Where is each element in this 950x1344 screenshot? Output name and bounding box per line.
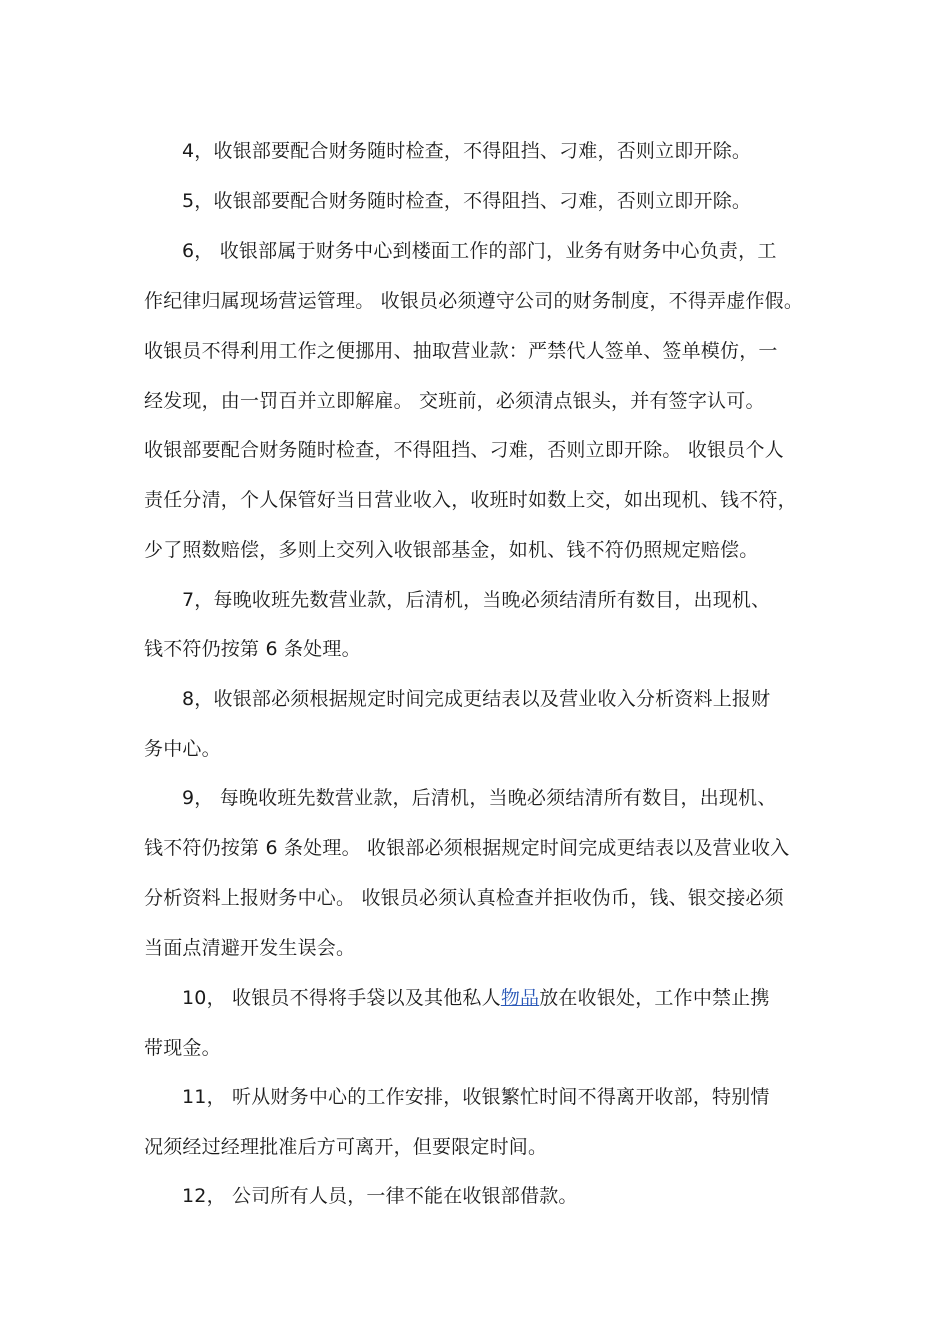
- paragraph-10-text-after: 放在收银处，工作中禁止携: [539, 987, 770, 1009]
- paragraph-8-line-1: 8，收银部必须根据规定时间完成更结表以及营业收入分析资料上报财: [182, 688, 771, 710]
- paragraph-10-text-before: 10， 收银员不得将手袋以及其他私人: [182, 987, 501, 1009]
- paragraph-7-line-1: 7，每晚收班先数营业款，后清机，当晚必须结清所有数目，出现机、: [182, 589, 771, 611]
- paragraph-5-line-1: 5，收银部要配合财务随时检查，不得阻挡、刁难，否则立即开除。: [182, 190, 752, 212]
- paragraph-6-line-5: 收银部要配合财务随时检查，不得阻挡、刁难，否则立即开除。 收银员个人: [144, 439, 784, 461]
- paragraph-10-line-1: [182, 986, 770, 1010]
- paragraph-6-line-2: 作纪律归属现场营运管理。 收银员必须遵守公司的财务制度，不得弄虚作假。: [144, 290, 804, 312]
- paragraph-6-line-3: 收银员不得利用工作之便挪用、抽取营业款：严禁代人签单、签单模仿，一: [144, 340, 778, 362]
- paragraph-11-line-1: 11， 听从财务中心的工作安排，收银繁忙时间不得离开收部，特别情: [182, 1086, 770, 1108]
- paragraph-9-line-2: 钱不符仍按第 6 条处理。 收银部必须根据规定时间完成更结表以及营业收入: [144, 837, 790, 859]
- paragraph-9-line-1: 9， 每晚收班先数营业款，后清机，当晚必须结清所有数目，出现机、: [182, 787, 777, 809]
- paragraph-6-line-1: 6， 收银部属于财务中心到楼面工作的部门，业务有财务中心负责，工: [182, 240, 777, 262]
- paragraph-10-line-2: 带现金。: [144, 1037, 221, 1059]
- paragraph-6-line-4: 经发现，由一罚百并立即解雇。 交班前，必须清点银头，并有签字认可。: [144, 390, 765, 412]
- paragraph-6-line-6: 责任分清，个人保管好当日营业收入，收班时如数上交，如出现机、钱不符，: [144, 489, 797, 511]
- paragraph-9-line-4: 当面点清避开发生误会。: [144, 937, 356, 959]
- paragraph-8-line-2: 务中心。: [144, 738, 221, 760]
- paragraph-9-line-3: 分析资料上报财务中心。 收银员必须认真检查并拒收伪币，钱、银交接必须: [144, 887, 784, 909]
- paragraph-4-line-1: 4，收银部要配合财务随时检查，不得阻挡、刁难，否则立即开除。: [182, 140, 752, 162]
- paragraph-6-line-7: 少了照数赔偿，多则上交列入收银部基金，如机、钱不符仍照规定赔偿。: [144, 539, 759, 561]
- paragraph-11-line-2: 况须经过经理批准后方可离开，但要限定时间。: [144, 1136, 548, 1158]
- item-link[interactable]: 物品: [500, 987, 540, 1009]
- paragraph-7-line-2: 钱不符仍按第 6 条处理。: [144, 638, 361, 660]
- paragraph-12-line-1: 12， 公司所有人员，一律不能在收银部借款。: [182, 1185, 578, 1207]
